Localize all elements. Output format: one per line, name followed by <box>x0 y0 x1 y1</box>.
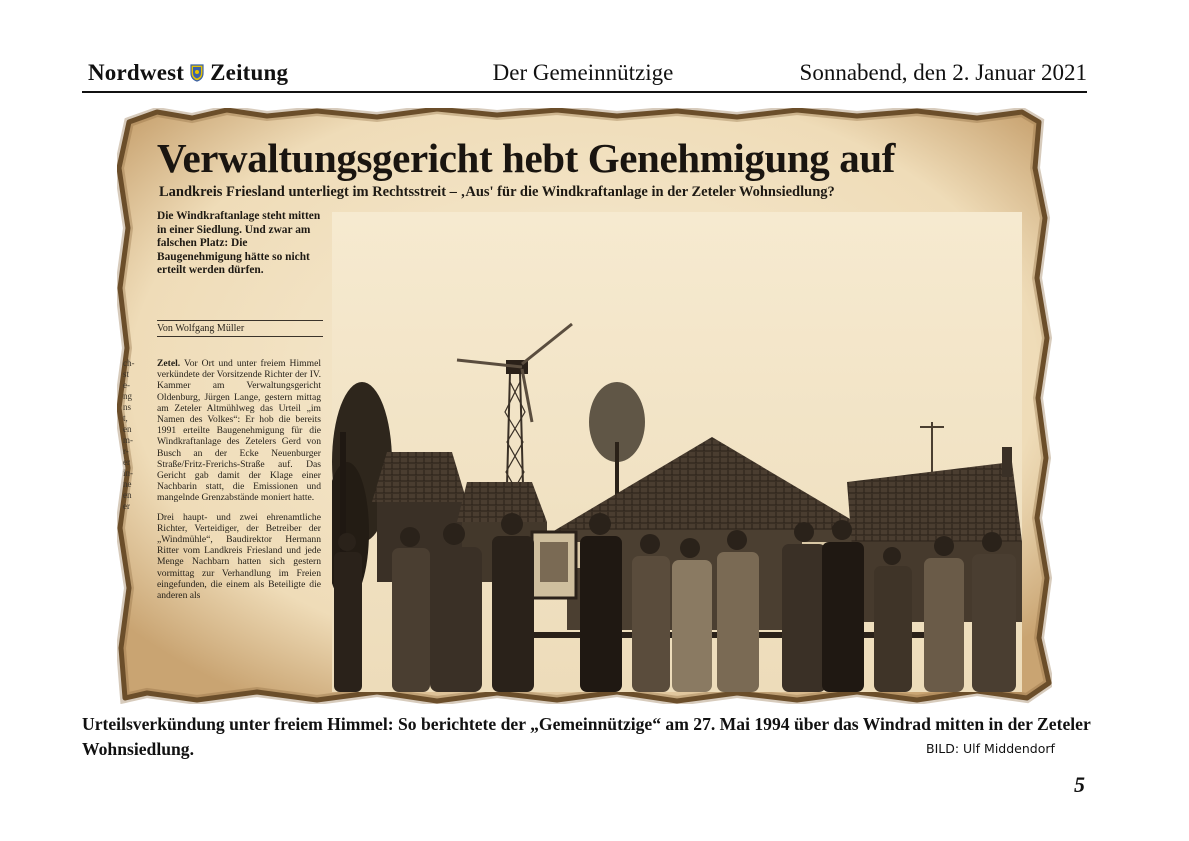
newspaper-logo[interactable] <box>88 60 288 86</box>
fragment-line: e- <box>123 380 130 390</box>
fragment-line: ch- <box>123 358 135 368</box>
fragment-line: m- <box>123 435 133 445</box>
billboard <box>532 532 576 598</box>
dateline-place: Zetel. <box>157 358 181 369</box>
person <box>580 513 622 692</box>
person <box>632 534 670 692</box>
fragment-line: en <box>123 424 132 434</box>
person <box>972 532 1016 692</box>
fragment-line: ng <box>123 391 132 401</box>
newspaper-clipping <box>117 108 1052 704</box>
photo-credit: BILD: Ulf Middendorf <box>926 741 1055 756</box>
person <box>874 547 912 692</box>
person <box>782 522 826 692</box>
masthead <box>82 58 1087 90</box>
section-title: Der Gemeinnützige <box>492 60 674 85</box>
fragment-line: ne <box>123 479 132 489</box>
person <box>822 520 864 692</box>
page-number: 5 <box>1074 772 1085 797</box>
clipping-byline: Von Wolfgang Müller <box>157 320 323 337</box>
masthead-rule <box>82 91 1087 93</box>
person <box>924 536 964 692</box>
person <box>334 533 362 692</box>
logo-word-nordwest: Nordwest <box>88 60 185 85</box>
body-paragraph-2: Drei haupt- und zwei ehrenamtliche Richter, Verteidiger, der Betreiber der „Windmühle“, Baudirektor Hermann Ritter vom Landkreis Friesland und jede Menge Nachbarn hatten sich gestern vormittag zur Verhandlung im Freien eingefunden, die einem als Beteiligte die anderen als <box>157 511 321 602</box>
person <box>430 523 482 692</box>
coat-of-arms-icon <box>190 64 204 82</box>
clipping-lead: Die Windkraftanlage steht mitten in einer Siedlung. Und zwar am falschen Platz: Die Baugenehmigung hätte so nicht erteilt werden dürfen. <box>157 210 321 277</box>
clipping-subheadline: Landkreis Friesland unterliegt im Rechtsstreit – ‚Aus' für die Windkraftanlage in der Zeteler Wohnsiedlung? <box>159 184 835 200</box>
fragment-line: t, <box>123 413 128 423</box>
person <box>492 513 534 692</box>
issue-date: Sonnabend, den 2. Januar 2021 <box>799 60 1087 85</box>
logo-word-zeitung: Zeitung <box>210 60 289 85</box>
fragment-line: er <box>123 501 130 511</box>
fragment-line: er <box>123 457 130 467</box>
fragment-line: ns <box>123 402 132 412</box>
clipping-body-column <box>157 358 321 609</box>
clipping-photo <box>332 212 1022 692</box>
fragment-line: r- <box>123 446 129 456</box>
fragment-line: en <box>123 490 132 500</box>
person <box>717 530 759 692</box>
photo-caption: Urteilsverkündung unter freiem Himmel: So berichtete der „Gemeinnützige“ am 27. Mai 1994 über das Windrad mitten in der Zeteler Wohnsiedlung. <box>82 714 1091 759</box>
person <box>672 538 712 692</box>
fragment-line: st <box>123 369 130 379</box>
body-paragraph <box>157 358 321 504</box>
fragment-line: in- <box>123 468 133 478</box>
clipping-headline: Verwaltungsgericht hebt Genehmigung auf <box>157 135 895 181</box>
clipping-left-column-fragments <box>123 358 145 512</box>
person <box>392 527 430 692</box>
body-paragraph-1: Vor Ort und unter freiem Himmel verkündete der Vorsitzende Richter der IV. Kammer am Verwaltungsgericht Oldenburg, Jürgen Lange, gestern mittag am Zeteler Altmühlweg das Urteil „im Namen des Volkes“: Er hob die bereits 1991 erteilte Baugenehmigung für die Windkraftanlage des Zetelers Gerd von Busch an der Ecke Neuenburger Straße/Fritz-Frerichs-Straße auf. Das Gericht gab damit der Klage einer Nachbarin statt, die Emissionen und mangelnde Grenzabstände moniert hatte. <box>157 358 322 504</box>
